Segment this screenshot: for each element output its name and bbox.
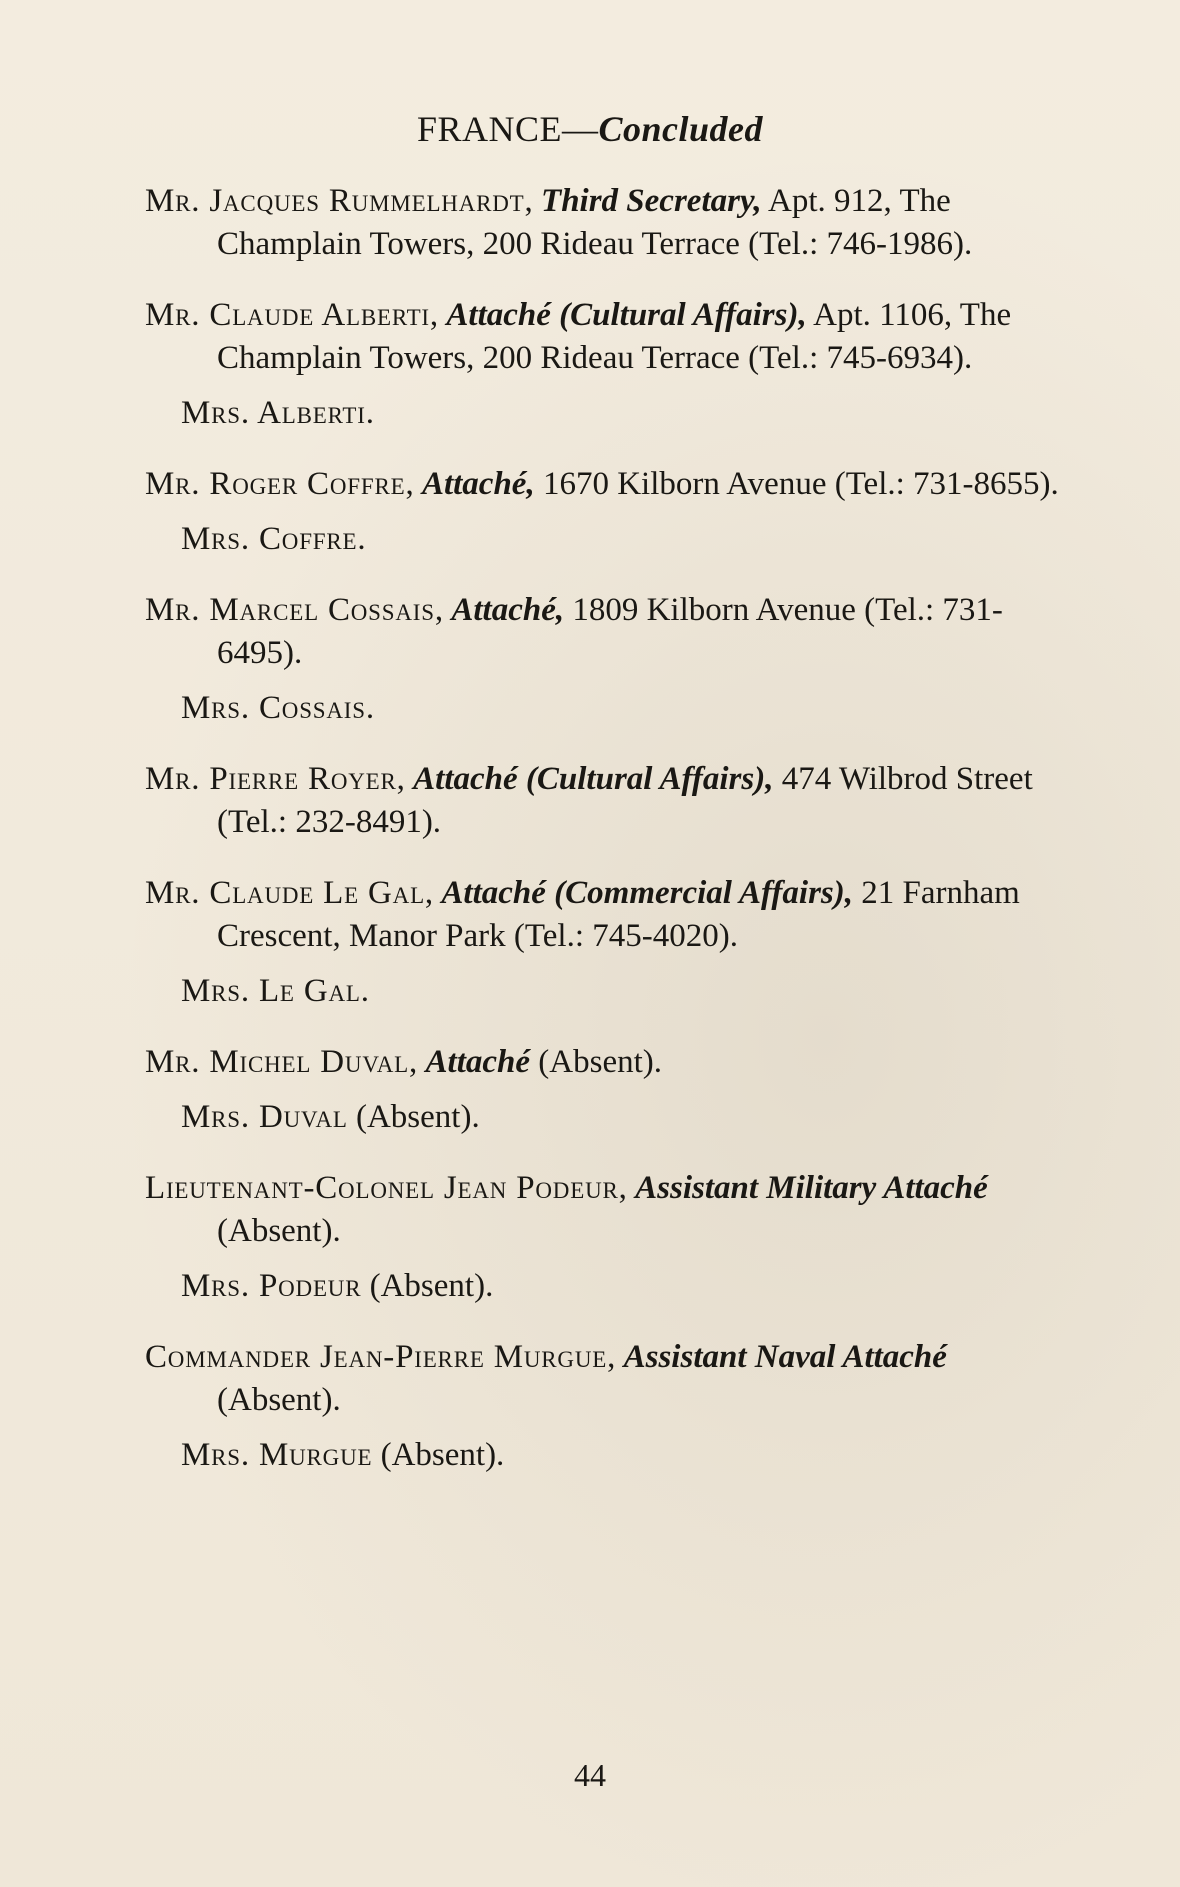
spouse-note: (Absent). (347, 1099, 480, 1135)
entry-line (145, 758, 1065, 844)
list-item (145, 1167, 1065, 1308)
entry-line (145, 589, 1065, 675)
page-number: 44 (574, 1757, 606, 1793)
spouse-name: Mrs. Podeur (181, 1268, 362, 1304)
person-name: Mr. Pierre Royer (145, 761, 397, 797)
person-title: Third Secretary, (541, 183, 762, 219)
spouse (181, 1434, 1065, 1477)
separator: , (429, 297, 447, 333)
entry-line (145, 1167, 1065, 1253)
entry-line (145, 1041, 1065, 1084)
page-title (0, 108, 1180, 150)
title-country: FRANCE— (416, 109, 599, 149)
person-title: Attaché (Commercial Affairs), (441, 875, 853, 911)
person-address: (Absent). (217, 1382, 341, 1418)
separator: , (396, 761, 414, 797)
person-name: Mr. Michel Duval (145, 1044, 410, 1080)
person-address: 1809 Kilborn Avenue (Tel.: 731-6495). (217, 592, 1003, 671)
list-item (145, 1336, 1065, 1477)
list-item (145, 180, 1065, 266)
separator: , (405, 466, 422, 502)
person-title: Attaché (425, 1044, 531, 1080)
person-name: Mr. Jacques Rummelhardt (145, 183, 525, 219)
spouse (181, 1265, 1065, 1308)
person-title: Attaché (Cultural Affairs), (446, 297, 807, 333)
person-address: 21 Farnham Crescent, Manor Park (Tel.: 745-4020). (217, 875, 1020, 954)
person-name: Mr. Marcel Cossais (145, 592, 435, 628)
entry-line (145, 463, 1065, 506)
person-address: 474 Wilbrod Street (Tel.: 232-8491). (217, 761, 1033, 840)
spouse: Mrs. Alberti. (181, 395, 375, 431)
person-title: Attaché, (451, 592, 565, 628)
list-item (145, 463, 1065, 561)
entry-line (145, 872, 1065, 958)
spouse: Mrs. Le Gal. (181, 973, 370, 1009)
person-address: (Absent). (217, 1213, 341, 1249)
spouse-name: Mrs. Murgue (181, 1437, 373, 1473)
person-name: Mr. Roger Coffre (145, 466, 406, 502)
person-title: Attaché, (421, 466, 535, 502)
person-title: Attaché (Cultural Affairs), (413, 761, 774, 797)
spouse-note: (Absent). (372, 1437, 505, 1473)
separator: , (424, 875, 442, 911)
entry-line (145, 180, 1065, 266)
list-item (145, 872, 1065, 1013)
person-name: Mr. Claude Le Gal (145, 875, 425, 911)
spouse (181, 1096, 1065, 1139)
list-item (145, 758, 1065, 844)
separator: , (409, 1044, 426, 1080)
person-title: Assistant Naval Attaché (623, 1339, 947, 1375)
title-suffix: Concluded (598, 109, 764, 149)
spouse: Mrs. Coffre. (181, 521, 367, 557)
list-item (145, 1041, 1065, 1139)
entries-list (145, 180, 1065, 1505)
separator: , (434, 592, 452, 628)
spouse: Mrs. Cossais. (181, 690, 375, 726)
person-name: Commander Jean-Pierre Murgue (145, 1339, 608, 1375)
person-address: Apt. 1106, The Champlain Towers, 200 Rideau Terrace (Tel.: 745-6934). (217, 297, 1012, 376)
list-item (145, 589, 1065, 730)
entry-line (145, 1336, 1065, 1422)
entry-line (145, 294, 1065, 380)
person-name: Lieutenant-Colonel Jean Podeur (145, 1170, 619, 1206)
separator: , (524, 183, 542, 219)
spouse-note: (Absent). (361, 1268, 494, 1304)
separator: , (607, 1339, 624, 1375)
person-address: Apt. 912, The Champlain Towers, 200 Rideau Terrace (Tel.: 746-1986). (217, 183, 973, 262)
person-address: 1670 Kilborn Avenue (Tel.: 731-8655). (534, 466, 1059, 502)
person-address: (Absent). (530, 1044, 662, 1080)
separator: , (618, 1170, 636, 1206)
person-name: Mr. Claude Alberti (145, 297, 430, 333)
list-item (145, 294, 1065, 435)
person-title: Assistant Military Attaché (635, 1170, 988, 1206)
spouse-name: Mrs. Duval (181, 1099, 348, 1135)
